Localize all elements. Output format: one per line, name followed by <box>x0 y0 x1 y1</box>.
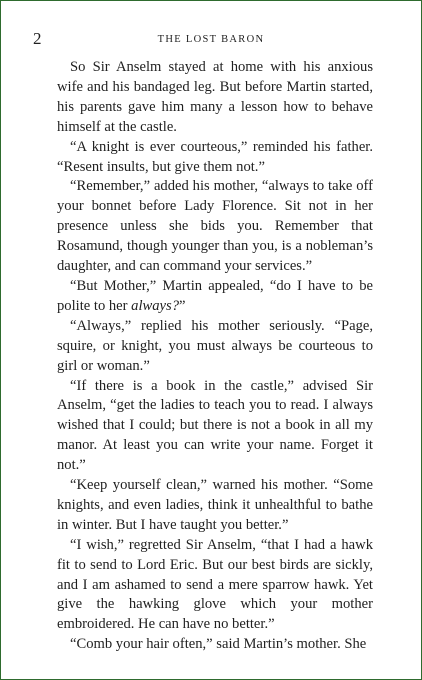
paragraph: “A knight is ever courteous,” reminded his father. “Resent insults, but give them not.” <box>57 138 373 175</box>
paragraph: “I wish,” regretted Sir Anselm, “that I had a hawk fit to send to Lord Eric. But our best birds are sickly, and I am ashamed to send a mere sparrow hawk. Yet give the hawking glove which your mother embroidered. He can have no better.” <box>57 536 373 633</box>
emphasized-word: always? <box>131 297 180 314</box>
body-text <box>57 58 373 655</box>
paragraph <box>57 277 373 317</box>
paragraph: “If there is a book in the castle,” advised Sir Anselm, “get the ladies to teach you to read. I always wished that I could; but there is not a book in all my manor. At least you can write your name. Forget it not.” <box>57 377 373 474</box>
paragraph: So Sir Anselm stayed at home with his anxious wife and his bandaged leg. But before Martin started, his parents gave him many a lesson how to behave himself at the castle. <box>57 59 373 135</box>
page-number: 2 <box>33 29 42 48</box>
paragraph: “Remember,” added his mother, “always to take off your bonnet before Lady Florence. Sit not in her presence unless she bids you. Remember that Rosamund, though younger than you, is a nobleman’s daughter, and can command your services.” <box>57 178 373 275</box>
paragraph: “Keep yourself clean,” warned his mother. “Some knights, and even ladies, think it unhealthful to bathe in winter. But I have taught you better.” <box>57 477 373 533</box>
paragraph: “Always,” replied his mother seriously. “Page, squire, or knight, you must always be courteous to girl or woman.” <box>57 317 373 374</box>
paragraph: “Comb your hair often,” said Martin’s mother. She <box>70 636 367 653</box>
running-head: THE LOST BARON <box>157 34 265 45</box>
paragraph-text: “But Mother,” Martin appealed, “do I have to be polite to her <box>57 277 373 314</box>
paragraph-text: ” <box>179 297 186 314</box>
